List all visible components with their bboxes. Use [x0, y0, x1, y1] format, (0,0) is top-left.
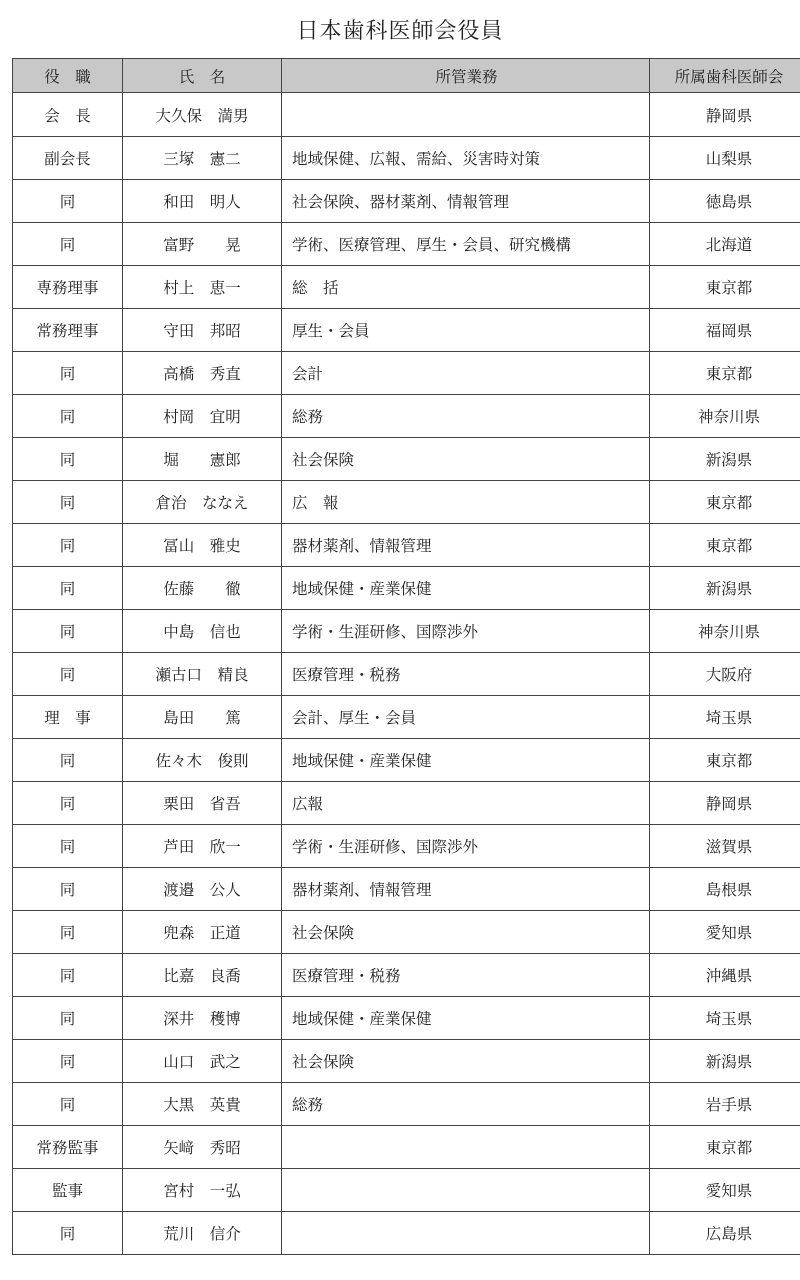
table-row [13, 180, 800, 223]
table-body [13, 93, 800, 1255]
cell-role: 副会長 [13, 137, 123, 180]
cell-association: 福岡県 [650, 309, 800, 352]
cell-duty [282, 1169, 650, 1212]
cell-duty: 学術・生涯研修、国際渉外 [282, 825, 650, 868]
table-row [13, 997, 800, 1040]
cell-association: 東京都 [650, 481, 800, 524]
table-row [13, 1040, 800, 1083]
cell-duty: 地域保健・産業保健 [282, 567, 650, 610]
cell-name: 瀬古口 精良 [123, 653, 282, 696]
cell-association: 神奈川県 [650, 610, 800, 653]
cell-name: 佐藤 徹 [123, 567, 282, 610]
cell-duty [282, 93, 650, 137]
cell-duty: 広 報 [282, 481, 650, 524]
page-title: 日本歯科医師会役員 [296, 19, 504, 44]
cell-name: 芦田 欣一 [123, 825, 282, 868]
cell-duty: 総務 [282, 395, 650, 438]
table-row [13, 266, 800, 309]
cell-association: 新潟県 [650, 1040, 800, 1083]
cell-role: 会 長 [13, 93, 123, 137]
cell-name: 守田 邦昭 [123, 309, 282, 352]
table-row [13, 653, 800, 696]
cell-name: 村岡 宜明 [123, 395, 282, 438]
cell-role: 同 [13, 1212, 123, 1255]
cell-name: 佐々木 俊則 [123, 739, 282, 782]
cell-duty: 社会保険 [282, 1040, 650, 1083]
table-row [13, 137, 800, 180]
cell-association: 静岡県 [650, 782, 800, 825]
cell-role: 同 [13, 395, 123, 438]
cell-duty: 会計 [282, 352, 650, 395]
table-row [13, 1083, 800, 1126]
cell-role: 同 [13, 567, 123, 610]
cell-duty: 地域保健・産業保健 [282, 997, 650, 1040]
cell-association: 新潟県 [650, 438, 800, 481]
officers-table [12, 58, 800, 1255]
table-row [13, 1169, 800, 1212]
cell-name: 渡邉 公人 [123, 868, 282, 911]
cell-duty: 医療管理・税務 [282, 954, 650, 997]
cell-name: 島田 篤 [123, 696, 282, 739]
cell-duty [282, 1126, 650, 1169]
column-header-name: 氏 名 [123, 59, 282, 93]
cell-association: 山梨県 [650, 137, 800, 180]
table-row [13, 610, 800, 653]
cell-name: 兜森 正道 [123, 911, 282, 954]
table-row [13, 93, 800, 137]
cell-association: 埼玉県 [650, 997, 800, 1040]
table-row [13, 438, 800, 481]
cell-name: 堀 憲郎 [123, 438, 282, 481]
cell-role: 同 [13, 782, 123, 825]
table-row [13, 782, 800, 825]
table-row [13, 481, 800, 524]
cell-association: 北海道 [650, 223, 800, 266]
cell-name: 山口 武之 [123, 1040, 282, 1083]
cell-role: 同 [13, 954, 123, 997]
table-row [13, 1212, 800, 1255]
cell-name: 荒川 信介 [123, 1212, 282, 1255]
cell-name: 大久保 満男 [123, 93, 282, 137]
cell-role: 同 [13, 223, 123, 266]
cell-association: 沖縄県 [650, 954, 800, 997]
cell-duty: 地域保健、広報、需給、災害時対策 [282, 137, 650, 180]
cell-role: 同 [13, 997, 123, 1040]
cell-duty [282, 1212, 650, 1255]
cell-name: 深井 穫博 [123, 997, 282, 1040]
table-row [13, 1126, 800, 1169]
table-row [13, 868, 800, 911]
cell-role: 同 [13, 868, 123, 911]
column-header-association: 所属歯科医師会 [650, 59, 800, 93]
cell-association: 東京都 [650, 1126, 800, 1169]
cell-name: 三塚 憲二 [123, 137, 282, 180]
cell-association: 埼玉県 [650, 696, 800, 739]
cell-role: 同 [13, 653, 123, 696]
cell-association: 東京都 [650, 739, 800, 782]
table-header-row [13, 59, 800, 93]
cell-association: 島根県 [650, 868, 800, 911]
cell-association: 神奈川県 [650, 395, 800, 438]
cell-role: 同 [13, 1040, 123, 1083]
cell-role: 同 [13, 481, 123, 524]
cell-name: 冨山 雅史 [123, 524, 282, 567]
cell-role: 同 [13, 610, 123, 653]
cell-name: 高橋 秀直 [123, 352, 282, 395]
cell-association: 東京都 [650, 524, 800, 567]
cell-name: 村上 恵一 [123, 266, 282, 309]
cell-role: 同 [13, 524, 123, 567]
table-row [13, 825, 800, 868]
table-row [13, 696, 800, 739]
cell-name: 富野 晃 [123, 223, 282, 266]
cell-name: 大黒 英貴 [123, 1083, 282, 1126]
cell-role: 同 [13, 911, 123, 954]
cell-role: 同 [13, 825, 123, 868]
cell-duty: 学術・生涯研修、国際渉外 [282, 610, 650, 653]
cell-name: 和田 明人 [123, 180, 282, 223]
cell-duty: 器材薬剤、情報管理 [282, 524, 650, 567]
cell-association: 新潟県 [650, 567, 800, 610]
cell-role: 理 事 [13, 696, 123, 739]
cell-association: 岩手県 [650, 1083, 800, 1126]
table-row [13, 395, 800, 438]
cell-association: 愛知県 [650, 1169, 800, 1212]
cell-name: 倉治 ななえ [123, 481, 282, 524]
table-row [13, 352, 800, 395]
cell-role: 同 [13, 180, 123, 223]
table-row [13, 309, 800, 352]
cell-role: 専務理事 [13, 266, 123, 309]
cell-duty: 地域保健・産業保健 [282, 739, 650, 782]
cell-role: 監事 [13, 1169, 123, 1212]
cell-association: 東京都 [650, 352, 800, 395]
cell-association: 徳島県 [650, 180, 800, 223]
cell-association: 滋賀県 [650, 825, 800, 868]
cell-duty: 社会保険 [282, 911, 650, 954]
cell-duty: 広報 [282, 782, 650, 825]
table-row [13, 524, 800, 567]
cell-duty: 総 括 [282, 266, 650, 309]
cell-duty: 社会保険 [282, 438, 650, 481]
cell-duty: 医療管理・税務 [282, 653, 650, 696]
cell-duty: 総務 [282, 1083, 650, 1126]
table-row [13, 911, 800, 954]
cell-name: 比嘉 良喬 [123, 954, 282, 997]
cell-name: 中島 信也 [123, 610, 282, 653]
cell-association: 愛知県 [650, 911, 800, 954]
table-row [13, 223, 800, 266]
cell-role: 同 [13, 352, 123, 395]
cell-duty: 学術、医療管理、厚生・会員、研究機構 [282, 223, 650, 266]
cell-role: 常務監事 [13, 1126, 123, 1169]
cell-association: 大阪府 [650, 653, 800, 696]
cell-duty: 社会保険、器材薬剤、情報管理 [282, 180, 650, 223]
cell-name: 宮村 一弘 [123, 1169, 282, 1212]
cell-association: 静岡県 [650, 93, 800, 137]
table-row [13, 954, 800, 997]
cell-name: 栗田 省吾 [123, 782, 282, 825]
table-row [13, 567, 800, 610]
cell-role: 常務理事 [13, 309, 123, 352]
cell-association: 広島県 [650, 1212, 800, 1255]
cell-role: 同 [13, 1083, 123, 1126]
cell-role: 同 [13, 739, 123, 782]
cell-name: 矢﨑 秀昭 [123, 1126, 282, 1169]
column-header-duty: 所管業務 [282, 59, 650, 93]
cell-role: 同 [13, 438, 123, 481]
column-header-role: 役 職 [13, 59, 123, 93]
table-row [13, 739, 800, 782]
cell-duty: 器材薬剤、情報管理 [282, 868, 650, 911]
cell-duty: 会計、厚生・会員 [282, 696, 650, 739]
cell-duty: 厚生・会員 [282, 309, 650, 352]
cell-association: 東京都 [650, 266, 800, 309]
